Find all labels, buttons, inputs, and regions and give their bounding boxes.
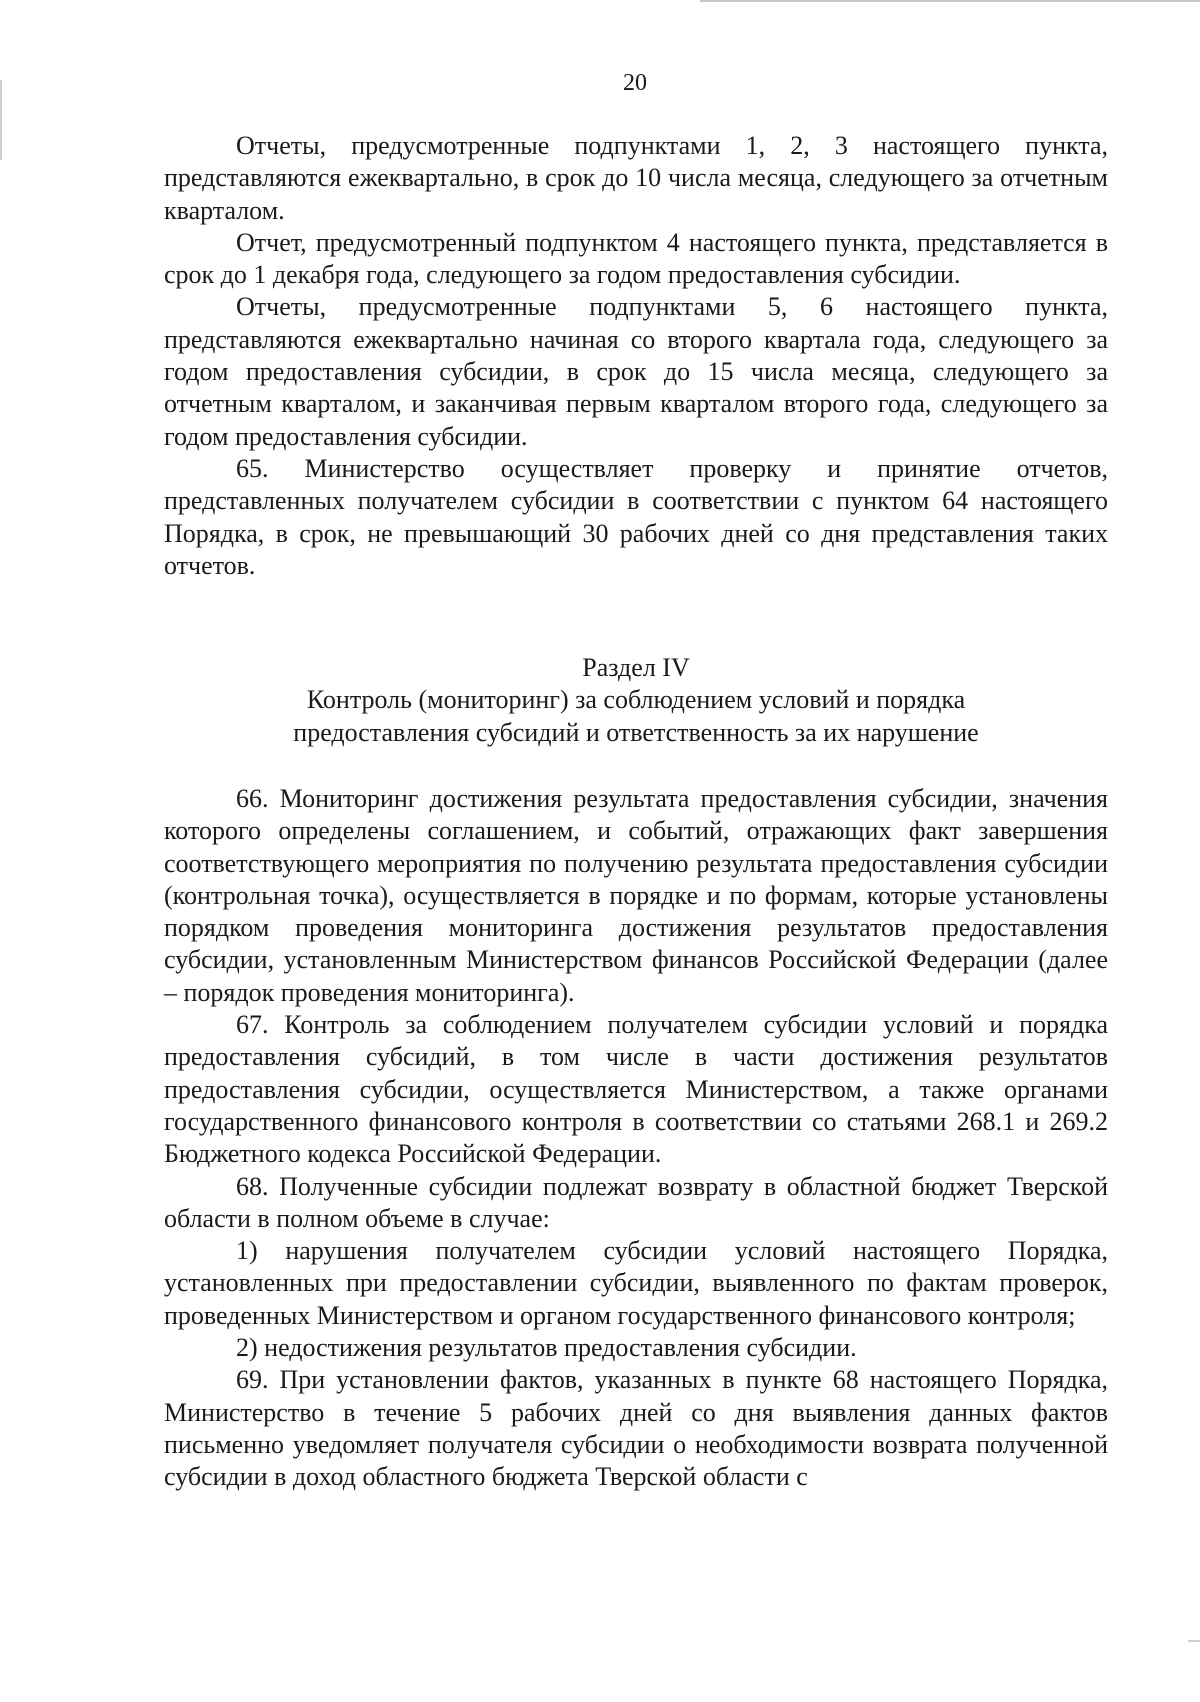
paragraph-66: 66. Мониторинг достижения результата предоставления субсидии, значения которого определены соглашением, и событий, отражающих факт завершения соответствующего мероприятия по получению результата предоставления субсидии (контрольная точка), осуществляется в порядке и по формам, которые установлены порядком проведения мониторинга достижения результатов предоставления субсидии, установленным Министерством финансов Российской Федерации (далее – порядок проведения мониторинга). [164,784,1108,1007]
section-label: Раздел IV [582,653,690,682]
paragraph-68: 68. Полученные субсидии подлежат возврату в областной бюджет Тверской области в полном объеме в случае: [164,1171,1108,1233]
scan-edge-top [700,0,1200,2]
section-title-line-1: Контроль (мониторинг) за соблюдением условий и порядка [306,685,966,715]
text-block-reports [164,130,1108,582]
paragraph-reports-5-6: Отчеты, предусмотренные подпунктами 5, 6 настоящего пункта, представляются ежеквартально начиная со второго квартала года, следующего за годом предоставления субсидии, в срок до 15 числа месяца, следующего за отчетным кварталом, и заканчивая первым кварталом второго года, следующего за годом предоставления субсидии. [164,292,1108,451]
paragraph-report-4: Отчет, предусмотренный подпунктом 4 настоящего пункта, представляется в срок до 1 декабря года, следующего за годом предоставления субсидии. [164,227,1108,290]
paragraph-reports-1-2-3: Отчеты, предусмотренные подпунктами 1, 2, 3 настоящего пункта, представляются ежеквартально, в срок до 10 числа месяца, следующего за отчетным кварталом. [164,131,1108,225]
paragraph-68-item-1: 1) нарушения получателем субсидии условий настоящего Порядка, установленных при предоставлении субсидии, выявленного по фактам проверок, проведенных Министерством и органом государственного финансового контроля; [164,1236,1108,1330]
section-heading [164,652,1108,749]
paragraph-67: 67. Контроль за соблюдением получателем субсидии условий и порядка предоставления субсидий, в том числе в части достижения результатов предоставления субсидии, осуществляется Министерством, а также органами государственного финансового контроля в соответствии со статьями 268.1 и 269.2 Бюджетного кодекса Российской Федерации. [164,1010,1108,1169]
scan-edge-right [1188,1640,1200,1642]
section-title-line-2: предоставления субсидий и ответственность за их нарушение [293,717,979,747]
paragraph-68-item-2: 2) недостижения результатов предоставления субсидии. [236,1333,857,1363]
paragraph-65: 65. Министерство осуществляет проверку и принятие отчетов, представленных получателем субсидии в соответствии с пунктом 64 настоящего Порядка, в срок, не превышающий 30 рабочих дней со дня представления таких отчетов. [164,453,1108,580]
page-number: 20 [623,70,647,96]
paragraph-69: 69. При установлении фактов, указанных в пункте 68 настоящего Порядка, Министерство в течение 5 рабочих дней со дня выявления данных фактов письменно уведомляет получателя субсидии о необходимости возврата полученной субсидии в доход областного бюджета Тверской области с [164,1365,1108,1492]
text-block-control [164,783,1108,1494]
